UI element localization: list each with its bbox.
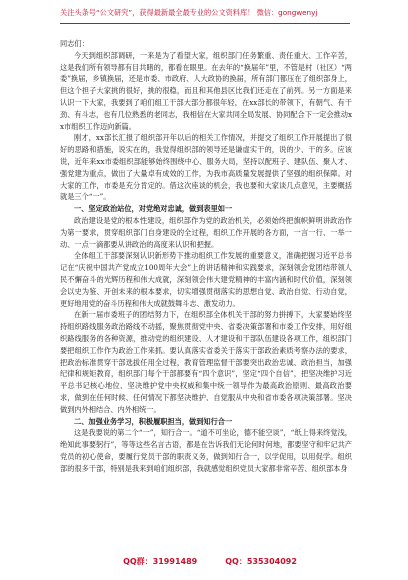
section-heading: 一、坚定政治站位，对党绝对忠诚，做到表里如一 xyxy=(74,204,233,214)
paragraph: 政治建设是党的根本性建设，组织部作为党的政治机关，必须始终把旗帜鲜明讲政治作为第一要求，贯穿组织部门自身建设的全过程，组织工作开展的各方面，一言一行、一举一动、一点一滴都要从讲政治的高度来认识和把握。 xyxy=(60,215,352,249)
paragraph: 刚才，xx部长汇报了组织部开年以后的相关工作情况，并提交了组织工作开展提出了很好的思路和措施，说实在的，我觉得组织部的领导还是谦虚实干的，说的少、干的多。应该说，近年来xx市委组织部能够始终围绕中心、服务大局，坚持以配班子、建队伍、聚人才、强党建为重点，做出了大量卓有成效的工作，为我市高质量发展提供了坚强的组织保障。对大家的工作，市委是充分肯定的。借这次座谈的机会，我也要和大家谈几点意见，主要概括就是三个“一”。 xyxy=(60,133,352,202)
section-heading: 二、加强业务学习，积极履职担当，做到知行合一 xyxy=(74,416,233,426)
paragraph: 在新一届市委班子的团结努力下，在组织部全体机关干部的努力拼搏下，大家要始终坚持组织路线服务政治路线不动摇，聚焦贯彻党中央、省委决策部署和市委工作安排，用好组织路线服务的各种资源，推动党的组织建设、人才建设和干部队伍建设各项工作，组织部门要把组织工作作为政治工作来抓。要认真落实省委关于落实干部政治素质考察办法的要求，把政治标准贯穿干部选拔任用全过程，教育管理监督干部要突出政治忠诚、政治担当，加强纪律和规矩教育，组织部门每个干部都要有“四个意识”，坚定“四个自信”，把坚决维护习近平总书记核心地位、坚决维护党中央权威和集中统一领导作为最高政治原则、最高政治要求，做到在任何时候、任何情况下都坚决维护、自觉服从中央和省市委各项决策部署。坚决做到内外相结合、内外相统一。 xyxy=(60,310,352,414)
header-banner: 关注头条号“公文研究”，获得最新最全最专业的公文资料库！ 微信：gongwenyj xyxy=(60,8,318,17)
qq-group-label: QQ群：31991489 xyxy=(123,557,198,566)
paragraph: 这是我要说的第二个“一”，知行合一。“道不可坐论，德不能空谈”，“纸上得来终觉浅，绝知此事要躬行”，等等这些名言古语，都是在告诉我们无论何时何地，都要坚守和牢记共产党员的初心使命，要履行党员干部的职责义务，做到知行合一，以学促用，以用促学。组织部的很多干部，特别是我来到咱们组织部，我就感觉组织党员大家都非常辛苦、组织部本身 xyxy=(60,428,352,473)
paragraph: 全体组工干部要深刻认识新形势下推动组织工作发展的重要意义，准确把握习近平总书记在“庆祝中国共产党成立100周年大会”上的讲话精神和实践要求，深刻领会党团结带领人民不懈奋斗的光辉历程和伟大成就，深刻领会伟大建党精神的丰富内涵和时代价值，深刻领会以史为鉴、开创未来的根本要求，切实增强贯彻落实的思想自觉、政治自觉、行动自觉，更好地用党的奋斗历程和伟大成就鼓舞斗志、激发动力。 xyxy=(60,251,352,308)
qq-label: QQ：535304092 xyxy=(225,557,297,566)
document-body xyxy=(60,38,352,548)
greeting: 同志们： xyxy=(60,39,89,48)
paragraph: 今天到组织部调研，一来是为了看望大家，组织部门任务繁重、责任重大、工作辛苦，这是我们所有领导都有目共睹的，都看在眼里。在去年的“换届年”里，不管是村（社区）“两委”换届，乡镇换届，还是市委、市政府、人大政协的换届，所有部门都压在了组织部身上，但这个担子大家挑的很好，挑的很稳，而且和其他县区比我们还走在了前列。另一方面是来认识一下大家，我要到了咱们组工干部大部分都很年轻，在xx部长的带领下，有朝气、有干劲、有斗志，也有几位熟悉的老同志，我相信在大家共同全局发展、协同配合下一定会推动xx市组织工作迈向新篇。 xyxy=(60,50,352,131)
header-divider xyxy=(60,23,350,24)
footer-contact xyxy=(95,556,325,570)
